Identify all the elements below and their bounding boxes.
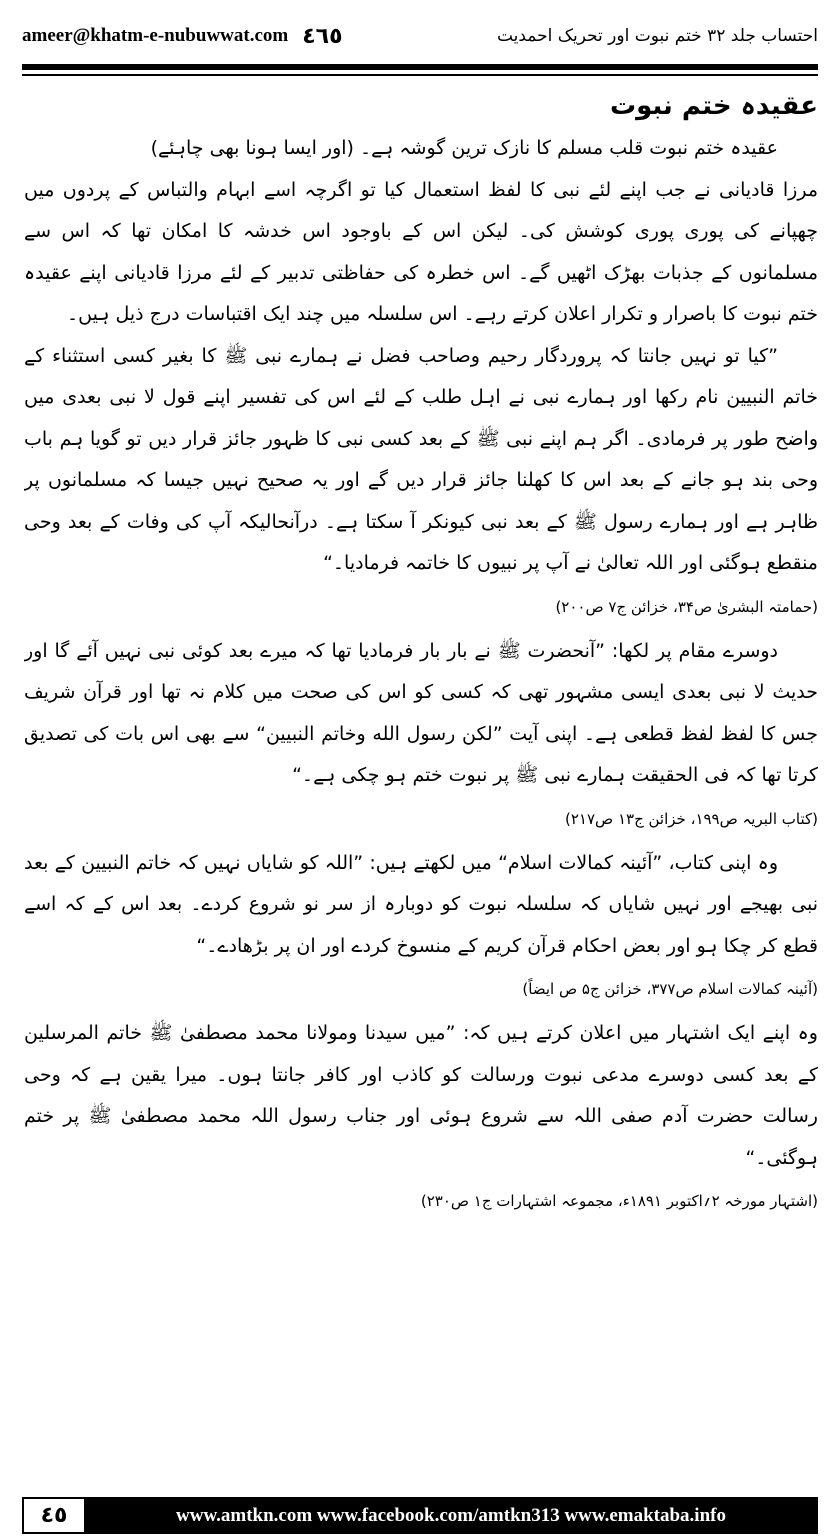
section-heading: عقیدہ ختم نبوت [610,91,818,121]
running-title: احتساب جلد ۳۲ ختم نبوت اور تحریک احمدیت [496,26,818,46]
reference-3: (آئینہ کمالات اسلام ص۳۷۷، خزائن ج۵ ص ایضاً) [522,980,818,998]
header-rule-thin [22,74,818,76]
header-email[interactable]: ameer@khatm-e-nubuwwat.com [22,25,289,46]
quote-paragraph-2: دوسرے مقام پر لکھا: ”آنحضرت ﷺ نے بار بار فرمادیا تھا کہ میرے بعد کوئی نبی نہیں آئے گا اور حدیث لا نبی بعدی ایسی مشہور تھی کہ کسی کو اس کی صحت میں کلام نہ تھا اور قرآن شریف جس کا لفظ لفظ قطعی ہے۔ اپنی آیت ”لکن رسول الله وخاتم النبیین“ سے بھی اس بات کی تصدیق کرتا تھا کہ فی الحقیقت ہمارے نبی ﷺ پر نبوت ختم ہو چکی ہے۔“ [24,639,818,786]
quote-paragraph-4: وہ اپنے ایک اشتہار میں اعلان کرتے ہیں کہ: ”میں سیدنا ومولانا محمد مصطفیٰ ﷺ خاتم المرسلین کے بعد کسی دوسرے مدعی نبوت ورسالت کو کاذب اور کافر جانتا ہوں۔ میرا یقین ہے کہ وحی رسالت حضرت آدم صفی اللہ سے شروع ہوئی اور جناب رسول اللہ محمد مصطفیٰ ﷺ پر ختم ہوگئی۔“ [24,1022,818,1169]
footer-links[interactable]: www.amtkn.com www.facebook.com/amtkn313 www.emaktaba.info [84,1497,818,1534]
header-rule-thick [22,64,818,70]
reference-1: (حمامتہ البشریٰ ص۳۴، خزائن ج۷ ص۲۰۰) [555,597,818,616]
intro-paragraph: عقیدہ ختم نبوت قلب مسلم کا نازک ترین گوشہ ہے۔ (اور ایسا ہونا بھی چاہئے) [150,137,778,159]
header-page-number: ٤٦٥ [302,23,343,49]
footer-page-number: ٤٥ [22,1497,84,1534]
quote-paragraph-3: وہ اپنی کتاب، ”آئینہ کمالات اسلام“ میں لکھتے ہیں: ”اللہ کو شایاں نہیں کہ خاتم النبیین کے بعد نبی بھیجے اور نہیں شایاں کہ سلسلہ نبوت کو دوبارہ از سر نو شروع کردے۔ بعد اس کے کہ اسے قطع کر چکا ہو اور بعض احکام قرآن کریم کے منسوخ کردے اور ان پر بڑھادے۔“ [24,851,818,957]
page-footer [22,1497,818,1534]
page-body [24,84,818,1484]
quote-paragraph-1: ”کیا تو نہیں جانتا کہ پروردگار رحیم وصاحب فضل نے ہمارے نبی ﷺ کا بغیر کسی استثناء کے خاتم النبیین نام رکھا اور ہمارے نبی نے اہل طلب کے لئے اس کی تفسیر اپنے قول لا نبی بعدی میں واضح طور پر فرمادی۔ اگر ہم اپنے نبی ﷺ کے بعد کسی نبی کا ظہور جائز قرار دیں تو گویا ہم باب وحی بند ہو جانے کے بعد اس کا کھلنا جائز قرار دیں گے اور یہ صحیح نہیں جیسا کہ مسلمانوں پر ظاہر ہے اور ہمارے رسول ﷺ کے بعد نبی کیونکر آ سکتا ہے۔ درآنحالیکہ آپ کی وفات کے بعد وحی منقطع ہوگئی اور اللہ تعالیٰ نے آپ پر نبیوں کا خاتمہ فرمادیا۔“ [24,344,818,574]
header-left [22,24,343,49]
reference-4: (اشتہار مورخہ ۲؍اکتوبر ۱۸۹۱ء، مجموعہ اشتہارات ج۱ ص۲۳۰) [420,1192,818,1210]
page-header [22,14,818,58]
body-paragraph-1: مرزا قادیانی نے جب اپنے لئے نبی کا لفظ استعمال کیا تو اگرچہ اسے ابہام والتباس کے پردوں میں چھپانے کی پوری پوری کوشش کی۔ لیکن اس کے باوجود اس خدشہ کا امکان تھا کہ اس سے مسلمانوں کے جذبات بھڑک اٹھیں گے۔ اس خطرہ کی حفاظتی تدبیر کے لئے مرزا قادیانی اپنے عقیدہ ختم نبوت کا باصرار و تکرار اعلان کرتے رہے۔ اس سلسلہ میں چند ایک اقتباسات درج ذیل ہیں۔ [24,178,818,325]
reference-2: (کتاب البریہ ص۱۹۹، خزائن ج۱۳ ص۲۱۷) [565,809,818,828]
